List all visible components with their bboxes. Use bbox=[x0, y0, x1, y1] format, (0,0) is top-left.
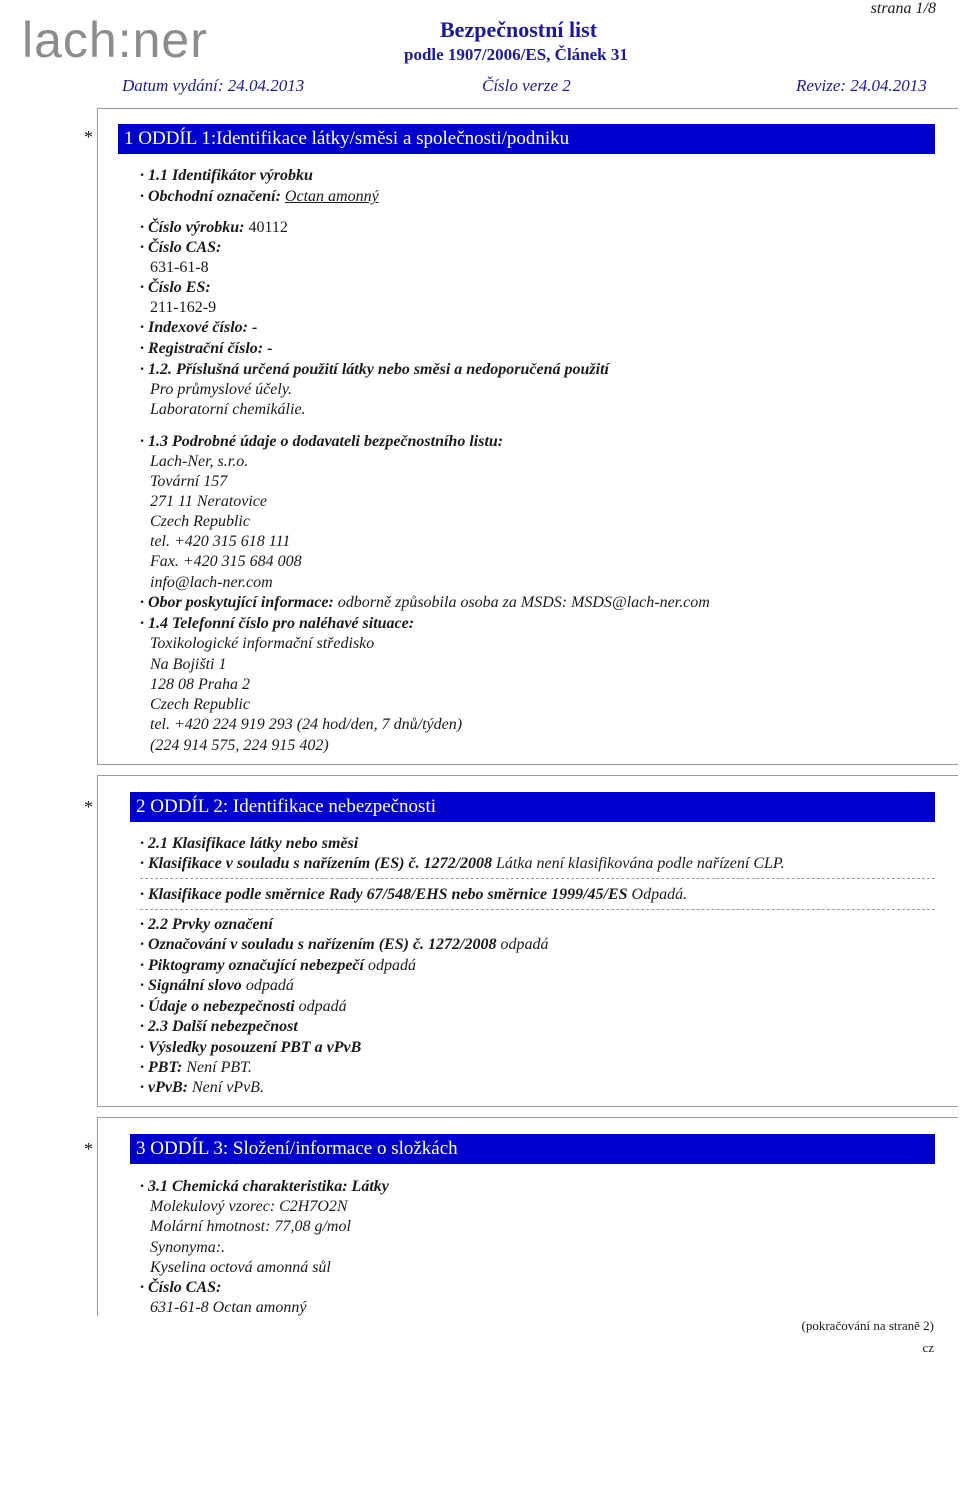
section-2-line: · Klasifikace v souladu s nařízením (ES) č. 1272/2008 Látka není klasifikována podle nařízení CLP. bbox=[140, 855, 785, 872]
section-1-line: 271 11 Neratovice bbox=[150, 493, 268, 510]
section-1-line: Czech Republic bbox=[150, 513, 250, 530]
section-1-line: · Registrační číslo: - bbox=[140, 340, 273, 357]
section-1-line: Czech Republic bbox=[150, 696, 250, 713]
section-1-line: Fax. +420 315 684 008 bbox=[150, 553, 302, 570]
section-1-line: · Číslo CAS: bbox=[140, 239, 222, 256]
revision-date: Revize: 24.04.2013 bbox=[796, 76, 927, 95]
section-1-line: · 1.2. Příslušná určená použití látky nebo směsi a nedoporučená použití bbox=[140, 361, 609, 378]
section-3-line: 631-61-8 Octan amonný bbox=[150, 1299, 307, 1316]
section-1-line: (224 914 575, 224 915 402) bbox=[150, 737, 329, 754]
section-2-line: · 2.3 Další nebezpečnost bbox=[140, 1018, 298, 1035]
section-3-line: Kyselina octová amonná sůl bbox=[150, 1259, 331, 1276]
section-3-line: Molární hmotnost: 77,08 g/mol bbox=[150, 1218, 351, 1235]
change-marker: * bbox=[84, 797, 93, 817]
lachner-logo: lach:ner bbox=[22, 12, 208, 68]
section-2-line: · 2.2 Prvky označení bbox=[140, 916, 273, 933]
change-marker: * bbox=[84, 1139, 93, 1159]
version-number: Číslo verze 2 bbox=[482, 76, 571, 95]
issue-date: Datum vydání: 24.04.2013 bbox=[122, 76, 305, 95]
section-1-line: 128 08 Praha 2 bbox=[150, 676, 250, 693]
section-2-title: 2 ODDÍL 2: Identifikace nebezpečnosti bbox=[130, 792, 935, 822]
section-2-line: · Piktogramy označující nebezpečí odpadá bbox=[140, 957, 416, 974]
section-1-line: Laboratorní chemikálie. bbox=[150, 401, 306, 418]
section-3-title: 3 ODDÍL 3: Složení/informace o složkách bbox=[130, 1134, 935, 1164]
divider bbox=[140, 909, 935, 910]
page-number: strana 1/8 bbox=[870, 0, 936, 17]
section-3-line: · Číslo CAS: bbox=[140, 1279, 222, 1296]
section-1-line: Lach-Ner, s.r.o. bbox=[150, 453, 249, 470]
section-1-line: · Číslo ES: bbox=[140, 279, 211, 296]
section-1-line: Tovární 157 bbox=[150, 473, 228, 490]
section-1-title: 1 ODDÍL 1:Identifikace látky/směsi a společnosti/podniku bbox=[118, 124, 935, 154]
section-1-line: · 1.1 Identifikátor výrobku bbox=[140, 167, 313, 184]
section-3-line: Synonyma:. bbox=[150, 1239, 226, 1256]
section-1-line: · Obor poskytující informace: odborně způsobila osoba za MSDS: MSDS@lach-ner.com bbox=[140, 594, 710, 611]
section-3-line: Molekulový vzorec: C2H7O2N bbox=[150, 1198, 348, 1215]
section-2-line: · Výsledky posouzení PBT a vPvB bbox=[140, 1039, 362, 1056]
section-3-line: · 3.1 Chemická charakteristika: Látky bbox=[140, 1178, 389, 1195]
section-2-line: · PBT: Není PBT. bbox=[140, 1059, 252, 1076]
language-code: cz bbox=[922, 1340, 934, 1355]
section-1-line: Toxikologické informační středisko bbox=[150, 635, 375, 652]
section-1-line: tel. +420 315 618 111 bbox=[150, 533, 291, 550]
section-2-line: · Klasifikace podle směrnice Rady 67/548/EHS nebo směrnice 1999/45/ES Odpadá. bbox=[140, 886, 688, 903]
section-2-line: · Údaje o nebezpečnosti odpadá bbox=[140, 998, 347, 1015]
continued-note: (pokračování na straně 2) bbox=[801, 1318, 934, 1333]
section-1-line: · 1.3 Podrobné údaje o dodavateli bezpečnostního listu: bbox=[140, 433, 504, 450]
section-1-line: tel. +420 224 919 293 (24 hod/den, 7 dnů/týden) bbox=[150, 716, 463, 733]
section-1-line: Na Bojišti 1 bbox=[150, 656, 227, 673]
section-1-line: · 1.4 Telefonní číslo pro naléhavé situace: bbox=[140, 615, 415, 632]
section-1-line: · Obchodní označení: Octan amonný bbox=[140, 188, 379, 205]
section-1-line: 631-61-8 bbox=[150, 259, 209, 276]
section-2-line: · 2.1 Klasifikace látky nebo směsi bbox=[140, 835, 359, 852]
section-2-line: · vPvB: Není vPvB. bbox=[140, 1079, 264, 1096]
section-2-line: · Označování v souladu s nařízením (ES) č. 1272/2008 odpadá bbox=[140, 936, 549, 953]
section-1-line: 211-162-9 bbox=[150, 299, 217, 316]
document-subtitle: podle 1907/2006/ES, Článek 31 bbox=[404, 45, 628, 64]
section-1-line: info@lach-ner.com bbox=[150, 574, 273, 591]
change-marker: * bbox=[84, 127, 93, 147]
section-1-line: · Indexové číslo: - bbox=[140, 319, 258, 336]
section-2-line: · Signální slovo odpadá bbox=[140, 977, 294, 994]
section-1-line: Pro průmyslové účely. bbox=[150, 381, 293, 398]
divider bbox=[140, 878, 935, 879]
section-1-line: · Číslo výrobku: 40112 bbox=[140, 219, 288, 236]
document-title: Bezpečnostní list bbox=[440, 17, 598, 42]
